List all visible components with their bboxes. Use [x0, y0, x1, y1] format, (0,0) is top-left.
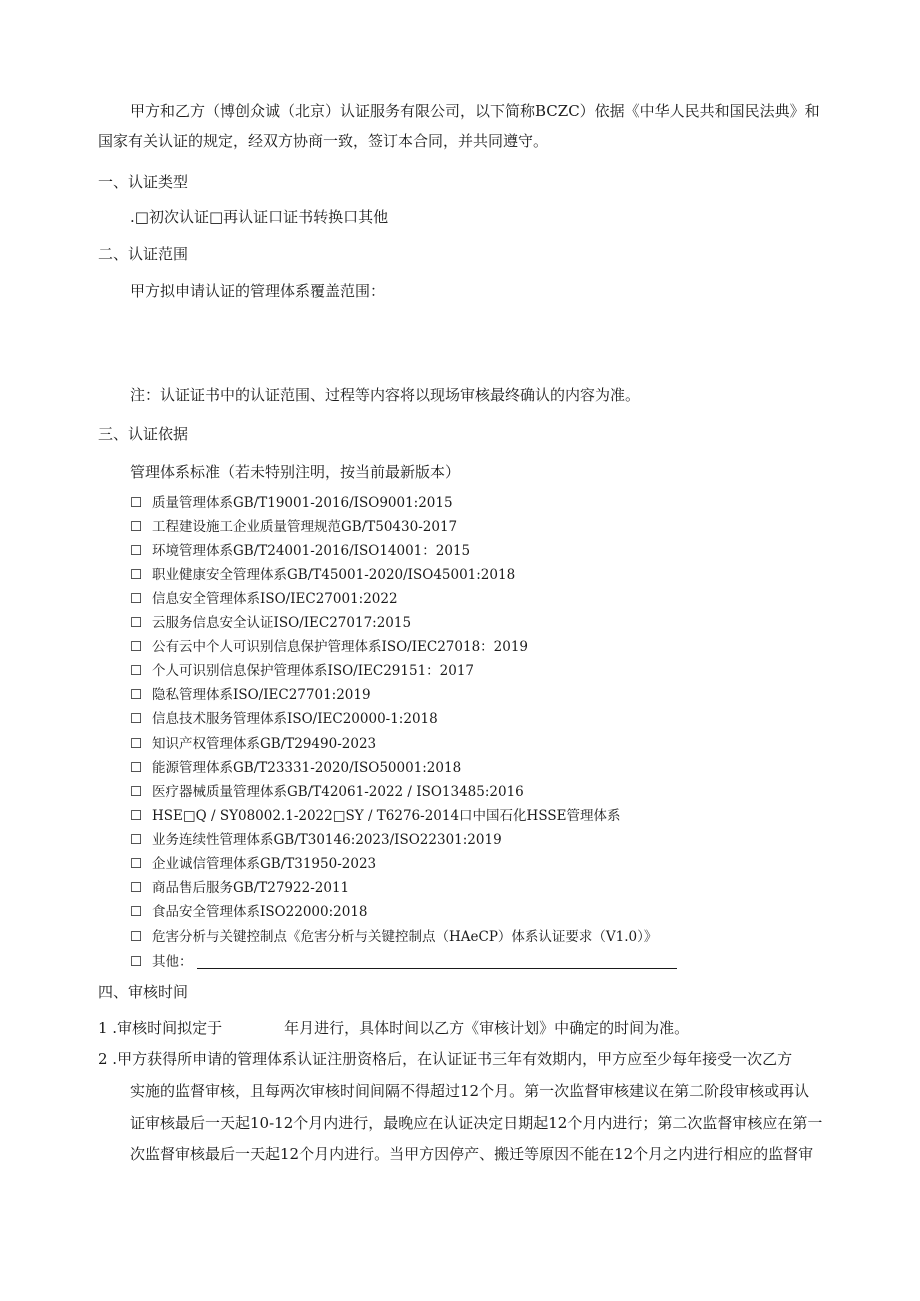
standard-item-16	[130, 879, 349, 897]
standard-label: 企业诚信管理体系GB/T31950-2023	[152, 856, 377, 872]
standard-label: HSE□Q / SY08002.1-2022□SY / T6276-2014口中国石化HSSE管理体系	[152, 808, 621, 824]
standard-label: 云服务信息安全认证ISO/IEC27017:2015	[152, 615, 412, 631]
standard-label: 业务连续性管理体系GB/T30146:2023/ISO22301:2019	[152, 832, 502, 848]
audit-item-2-line-3: 证审核最后一天起10-12个月内进行，最晚应在认证决定日期起12个月内进行；第二次监督审核应在第一	[130, 1114, 823, 1132]
standard-item-11	[130, 759, 461, 777]
scope-label: 甲方拟申请认证的管理体系覆盖范围：	[130, 282, 386, 300]
checkbox-icon[interactable]: ☐	[130, 495, 143, 511]
checkbox-icon[interactable]: ☐	[130, 663, 143, 679]
section-heading-cert-basis: 三、认证依据	[98, 425, 189, 443]
standard-item-18	[130, 928, 657, 946]
section-heading-cert-scope: 二、认证范围	[98, 245, 189, 263]
checkbox-icon[interactable]: ☐	[130, 856, 143, 872]
item-number: 2 .	[98, 1050, 118, 1068]
checkbox-icon[interactable]: ☐	[130, 687, 143, 703]
standard-label: 商品售后服务GB/T27922-2011	[152, 880, 350, 896]
intro-line-1: 甲方和乙方（博创众诚（北京）认证服务有限公司，以下简称BCZC）依据《中华人民共和国民法典》和	[130, 102, 820, 120]
checkbox-icon[interactable]: ☐	[130, 736, 143, 752]
checkbox-icon[interactable]: ☐	[130, 929, 143, 945]
standard-item-0	[130, 494, 453, 512]
checkbox-icon[interactable]: ☐	[130, 711, 143, 727]
checkbox-icon[interactable]: ☐	[130, 760, 143, 776]
intro-line-2: 国家有关认证的规定，经双方协商一致，签订本合同，并共同遵守。	[98, 132, 549, 150]
audit-item-2-line-1	[98, 1049, 792, 1069]
standard-item-15	[130, 855, 376, 873]
standard-label: 食品安全管理体系ISO22000:2018	[152, 904, 368, 920]
standard-item-1	[130, 518, 457, 536]
checkbox-icon[interactable]: ☐	[130, 784, 143, 800]
checkbox-icon[interactable]: ☐	[130, 880, 143, 896]
standard-item-12	[130, 783, 524, 801]
other-input-line[interactable]	[197, 968, 677, 969]
standard-item-other	[130, 953, 677, 971]
checkbox-icon[interactable]: ☐	[130, 904, 143, 920]
standard-label: 质量管理体系GB/T19001-2016/ISO9001:2015	[152, 495, 453, 511]
other-label: 其他：	[152, 954, 193, 970]
standard-item-3	[130, 566, 515, 584]
standard-item-8	[130, 686, 371, 704]
checkbox-icon[interactable]: ☐	[130, 543, 143, 559]
standard-label: 公有云中个人可识别信息保护管理体系ISO/IEC27018：2019	[152, 639, 529, 655]
standard-label: 职业健康安全管理体系GB/T45001-2020/ISO45001:2018	[152, 567, 516, 583]
section-heading-audit-time: 四、审核时间	[98, 983, 189, 1001]
standard-label: 工程建设施工企业质量管理规范GB/T50430-2017	[152, 519, 458, 535]
standard-label: 环境管理体系GB/T24001-2016/ISO14001：2015	[152, 543, 471, 559]
standard-item-4	[130, 590, 398, 608]
standard-label: 医疗器械质量管理体系GB/T42061-2022 / ISO13485:2016	[152, 784, 524, 800]
checkbox-icon[interactable]: ☐	[130, 954, 143, 970]
audit-time-text-b: 年月进行，具体时间以乙方《审核计划》中确定的时间为准。	[284, 1019, 690, 1037]
standards-subheading: 管理体系标准（若未特别注明，按当前最新版本）	[130, 463, 461, 481]
checkbox-icon[interactable]: ☐	[130, 808, 143, 824]
standard-item-17	[130, 903, 368, 921]
standard-label: 信息安全管理体系ISO/IEC27001:2022	[152, 591, 398, 607]
section-heading-cert-type: 一、认证类型	[98, 173, 189, 191]
standard-item-14	[130, 831, 502, 849]
checkbox-icon[interactable]: ☐	[130, 639, 143, 655]
checkbox-icon[interactable]: ☐	[130, 519, 143, 535]
audit-item-2-text: 甲方获得所申请的管理体系认证注册资格后，在认证证书三年有效期内，甲方应至少每年接受一次乙方	[117, 1050, 793, 1068]
audit-time-text-a: 审核时间拟定于	[117, 1019, 223, 1037]
audit-item-2-line-4: 次监督审核最后一天起12个月内进行。当甲方因停产、搬迁等原因不能在12个月之内进行相应的监督审	[130, 1145, 814, 1163]
audit-item-1	[98, 1018, 689, 1038]
checkbox-icon[interactable]: ☐	[130, 567, 143, 583]
standard-label: 隐私管理体系ISO/IEC27701:2019	[152, 687, 371, 703]
checkbox-icon[interactable]: ☐	[130, 832, 143, 848]
item-number: 1 .	[98, 1019, 118, 1037]
standard-item-13	[130, 807, 620, 825]
audit-item-2-line-2: 实施的监督审核，且每两次审核时间间隔不得超过12个月。第一次监督审核建议在第二阶段审核或再认	[130, 1082, 810, 1100]
standard-item-6	[130, 638, 528, 656]
cert-type-options: .□初次认证□再认证口证书转换口其他	[130, 208, 389, 226]
standard-label: 知识产权管理体系GB/T29490-2023	[152, 736, 377, 752]
checkbox-icon[interactable]: ☐	[130, 615, 143, 631]
checkbox-icon[interactable]: ☐	[130, 591, 143, 607]
scope-note: 注：认证证书中的认证范围、过程等内容将以现场审核最终确认的内容为准。	[130, 386, 641, 404]
standard-item-10	[130, 735, 376, 753]
standard-item-5	[130, 614, 411, 632]
standard-label: 能源管理体系GB/T23331-2020/ISO50001:2018	[152, 760, 462, 776]
standard-label: 危害分析与关键控制点《危害分析与关键控制点（HAeCP）体系认证要求（V1.0）》	[152, 929, 658, 945]
standard-item-7	[130, 662, 474, 680]
standard-label: 信息技术服务管理体系ISO/IEC20000-1:2018	[152, 711, 438, 727]
standard-label: 个人可识别信息保护管理体系ISO/IEC29151：2017	[152, 663, 475, 679]
standard-item-9	[130, 710, 438, 728]
standard-item-2	[130, 542, 470, 560]
